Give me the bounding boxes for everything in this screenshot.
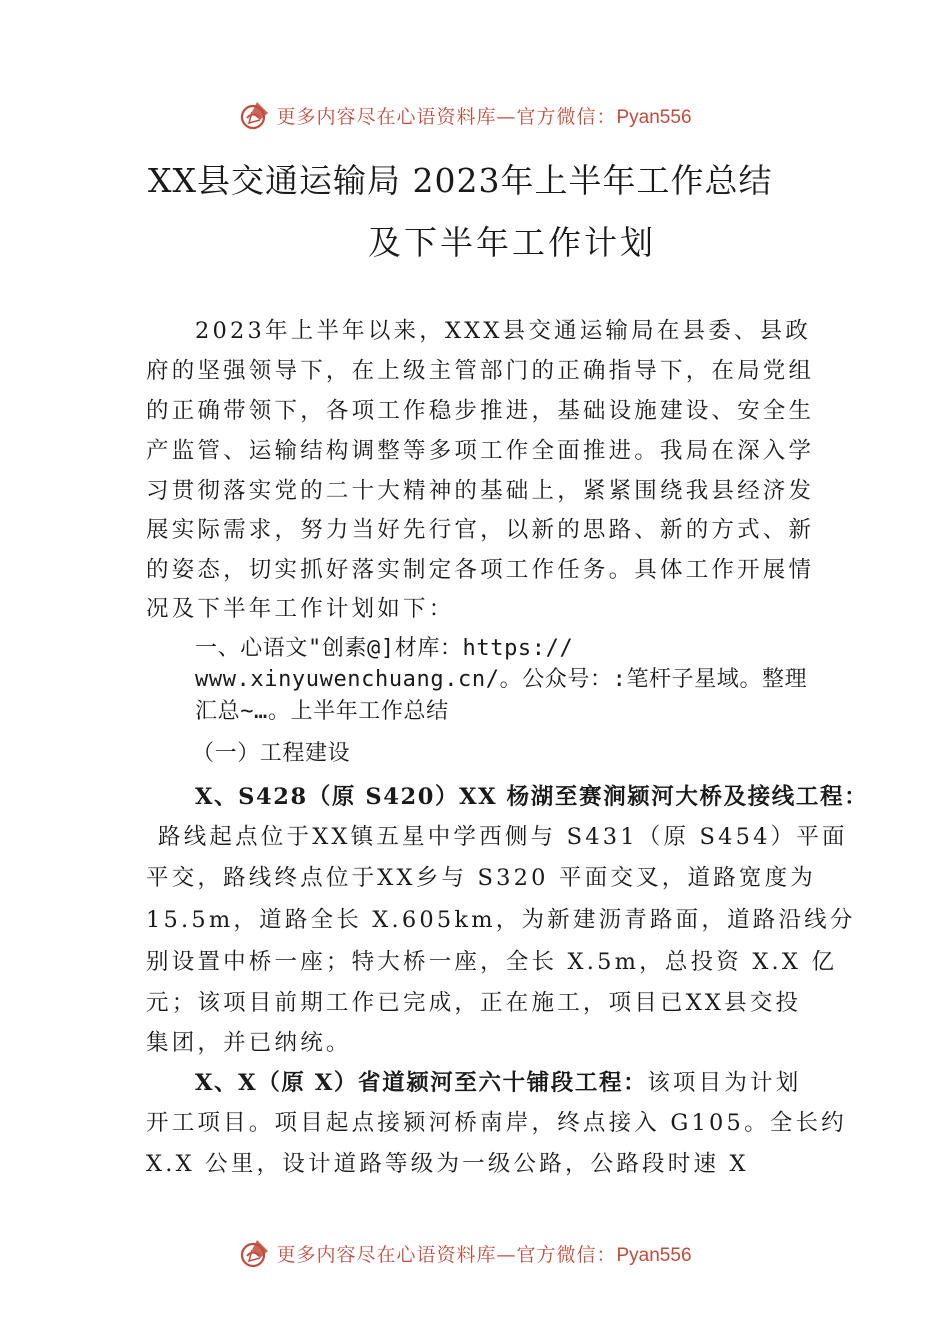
section-heading-line: 一、心语文"创素@]材库：https:// bbox=[195, 636, 574, 661]
paragraph-line: 2023年上半年以来，XXX县交通运输局在县委、县政 bbox=[195, 318, 812, 344]
paragraph-line: 习贯彻落实党的二十大精神的基础上，紧紧围绕我县经济发 bbox=[146, 478, 815, 504]
paragraph-line: 路线起点位于XX镇五星中学西侧与 S431（原 S454）平面 bbox=[158, 824, 848, 850]
paragraph-line: 开工项目。项目起点接颍河桥南岸，终点接入 G105。全长约 bbox=[146, 1110, 847, 1136]
item-heading: X、S428（原 S420）XX 杨湖至赛涧颍河大桥及接线工程： bbox=[195, 784, 869, 810]
paragraph-line: 况及下半年工作计划如下： bbox=[146, 596, 455, 622]
watermark-header bbox=[0, 95, 950, 135]
page-title-line2: 及下半年工作计划 bbox=[368, 223, 656, 262]
paragraph-line: 的正确带领下，各项工作稳步推进，基础设施建设、安全生 bbox=[146, 398, 815, 424]
paragraph-line: 的姿态，切实抓好落实制定各项工作任务。具体工作开展情 bbox=[146, 557, 815, 583]
paragraph-line: 15.5m，道路全长 X.605km，为新建沥青路面，道路沿线分 bbox=[146, 907, 856, 933]
paragraph-line: 元；该项目前期工作已完成，正在施工，项目已XX县交投 bbox=[146, 990, 802, 1016]
paragraph-line: X.X 公里，设计道路等级为一级公路，公路段时速 X bbox=[146, 1151, 749, 1177]
watermark-text: 更多内容尽在心语资料库—官方微信：Pyan556 bbox=[276, 105, 692, 128]
item-line bbox=[195, 1068, 875, 1098]
section-heading-line: www.xinyuwenchuang.cn/。公众号：:笔杆子星域。整理 bbox=[195, 667, 808, 692]
paragraph-line: 别设置中桥一座；特大桥一座，全长 X.5m，总投资 X.X 亿 bbox=[146, 949, 838, 975]
paragraph-line: 集团，并已纳统。 bbox=[146, 1030, 352, 1056]
pen-logo-icon bbox=[238, 98, 272, 132]
paragraph-line: 府的坚强领导下，在上级主管部门的正确指导下，在局党组 bbox=[146, 358, 815, 384]
paragraph-line: 展实际需求，努力当好先行官，以新的思路、新的方式、新 bbox=[146, 517, 815, 543]
item-text: 该项目为计划 bbox=[647, 1070, 802, 1096]
page-title: XX县交通运输局 2023年上半年工作总结 bbox=[148, 161, 773, 200]
section-heading-line: 汇总~…。上半年工作总结 bbox=[195, 699, 449, 724]
pen-logo-icon bbox=[238, 1236, 272, 1270]
subsection-heading: （一）工程建设 bbox=[192, 741, 351, 766]
item-heading: X、X（原 X）省道颍河至六十铺段工程： bbox=[195, 1070, 648, 1096]
watermark-footer bbox=[0, 1233, 950, 1273]
paragraph-line: 产监管、运输结构调整等多项工作全面推进。我局在深入学 bbox=[146, 438, 815, 464]
paragraph-line: 平交，路线终点位于XX乡与 S320 平面交叉，道路宽度为 bbox=[146, 865, 817, 891]
watermark-text: 更多内容尽在心语资料库—官方微信：Pyan556 bbox=[276, 1243, 692, 1266]
